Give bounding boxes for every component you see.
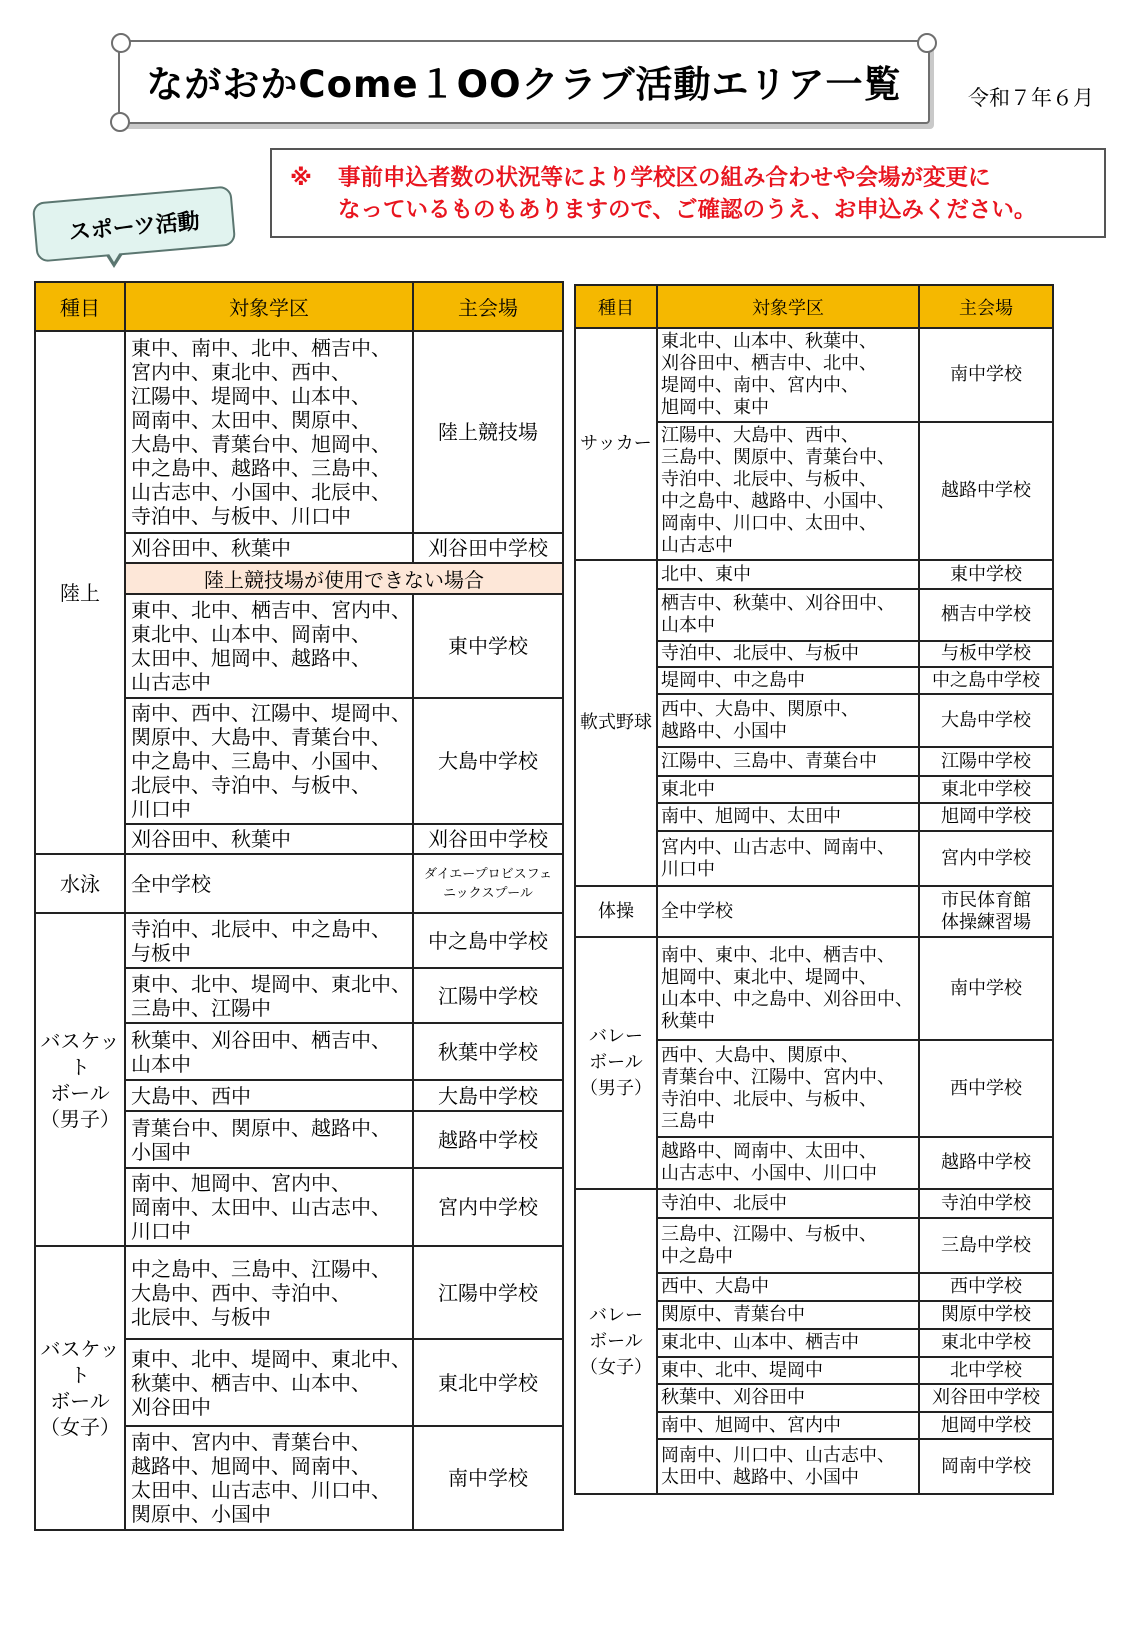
school-list: 宮内中、山古志中、岡南中、 川口中 <box>657 831 919 886</box>
school-list: 栖吉中、秋葉中、刈谷田中、 山本中 <box>657 589 919 641</box>
venue: 江陽中学校 <box>413 968 563 1023</box>
school-list: 南中、東中、北中、栖吉中、 旭岡中、東北中、堤岡中、 山本中、中之島中、刈谷田中、 秋葉中 <box>657 937 919 1040</box>
school-list: 寺泊中、北辰中 <box>657 1189 919 1218</box>
school-list: 北中、東中 <box>657 560 919 589</box>
venue: 東北中学校 <box>919 776 1053 803</box>
category-label: スポーツ活動 <box>67 209 201 246</box>
venue: 西中学校 <box>919 1040 1053 1137</box>
school-list: 大島中、西中 <box>125 1080 413 1111</box>
venue: 北中学校 <box>919 1357 1053 1384</box>
col-header-venue: 主会場 <box>919 285 1053 328</box>
school-list: 東北中、山本中、栖吉中 <box>657 1329 919 1357</box>
left-activity-table <box>34 281 564 1531</box>
venue: 寺泊中学校 <box>919 1189 1053 1218</box>
venue: 陸上競技場 <box>413 331 563 533</box>
school-list: 東中、北中、堤岡中、東北中、 三島中、江陽中 <box>125 968 413 1023</box>
school-list: 青葉台中、関原中、越路中、 小国中 <box>125 1111 413 1168</box>
alternate-venue-header: 陸上競技場が使用できない場合 <box>125 563 563 594</box>
venue: 三島中学校 <box>919 1218 1053 1273</box>
venue: 南中学校 <box>413 1426 563 1530</box>
school-list: 南中、旭岡中、宮内中、 岡南中、太田中、山古志中、 川口中 <box>125 1168 413 1246</box>
event-volleyball-boys: バレー ボール （男子） <box>575 937 657 1189</box>
table-row <box>35 854 563 913</box>
venue: 関原中学校 <box>919 1301 1053 1329</box>
table-row <box>35 1246 563 1339</box>
venue: 江陽中学校 <box>413 1246 563 1339</box>
school-list: 全中学校 <box>657 886 919 937</box>
school-list: 東北中 <box>657 776 919 803</box>
table-row <box>35 331 563 533</box>
school-list: 寺泊中、北辰中、中之島中、 与板中 <box>125 913 413 968</box>
notice-line-1: 事前申込者数の状況等により学校区の組み合わせや会場が変更に <box>338 165 991 191</box>
school-list: 東中、北中、堤岡中 <box>657 1357 919 1384</box>
notice-line-2: なっているものもありますので、ご確認のうえ、お申込みください。 <box>338 197 1037 223</box>
school-list: 西中、大島中 <box>657 1273 919 1301</box>
school-list: 寺泊中、北辰中、与板中 <box>657 641 919 667</box>
event-swimming: 水泳 <box>35 854 125 913</box>
school-list: 南中、宮内中、青葉台中、 越路中、旭岡中、岡南中、 太田中、山古志中、川口中、 関原中、小国中 <box>125 1426 413 1530</box>
venue: 中之島中学校 <box>919 667 1053 694</box>
school-list: 東中、南中、北中、栖吉中、 宮内中、東北中、西中、 江陽中、堤岡中、山本中、 岡南中、太田中、関原中、 大島中、青葉台中、旭岡中、 中之島中、越路中、三島中、 山古志中、小国中、北辰中、 寺泊中、与板中、川口中 <box>125 331 413 533</box>
school-list: 東北中、山本中、秋葉中、 刈谷田中、栖吉中、北中、 堤岡中、南中、宮内中、 旭岡中、東中 <box>657 328 919 422</box>
title-banner <box>118 40 930 124</box>
venue: 旭岡中学校 <box>919 1412 1053 1439</box>
venue: 東北中学校 <box>413 1339 563 1426</box>
school-list: 南中、旭岡中、太田中 <box>657 803 919 831</box>
venue: 宮内中学校 <box>919 831 1053 886</box>
school-list: 南中、西中、江陽中、堤岡中、 関原中、大島中、青葉台中、 中之島中、三島中、小国中、 北辰中、寺泊中、与板中、 川口中 <box>125 698 413 824</box>
venue: ダイエープロビスフェ ニックスプール <box>413 854 563 913</box>
school-list: 関原中、青葉台中 <box>657 1301 919 1329</box>
school-list: 秋葉中、刈谷田中、栖吉中、 山本中 <box>125 1023 413 1080</box>
event-baseball: 軟式野球 <box>575 560 657 886</box>
school-list: 堤岡中、中之島中 <box>657 667 919 694</box>
venue: 栖吉中学校 <box>919 589 1053 641</box>
venue: 中之島中学校 <box>413 913 563 968</box>
venue: 宮内中学校 <box>413 1168 563 1246</box>
school-list: 岡南中、川口中、山古志中、 太田中、越路中、小国中 <box>657 1439 919 1494</box>
event-athletics: 陸上 <box>35 331 125 854</box>
venue: 江陽中学校 <box>919 747 1053 776</box>
event-volleyball-girls: バレー ボール （女子） <box>575 1189 657 1494</box>
venue: 旭岡中学校 <box>919 803 1053 831</box>
school-list: 江陽中、三島中、青葉台中 <box>657 747 919 776</box>
event-basketball-girls: バスケット ボール （女子） <box>35 1246 125 1530</box>
col-header-event: 種目 <box>575 285 657 328</box>
event-soccer: サッカー <box>575 328 657 560</box>
table-row <box>575 886 1053 937</box>
school-list: 刈谷田中、秋葉中 <box>125 533 413 563</box>
col-header-schools: 対象学区 <box>125 282 413 331</box>
speech-bubble-tail-fill <box>103 244 125 262</box>
table-row <box>575 560 1053 589</box>
table-row <box>575 1189 1053 1218</box>
school-list: 東中、北中、栖吉中、宮内中、 東北中、山本中、岡南中、 太田中、旭岡中、越路中、 山古志中 <box>125 594 413 698</box>
school-list: 全中学校 <box>125 854 413 913</box>
scroll-curl-decoration <box>110 112 130 132</box>
category-bubble <box>32 185 236 262</box>
table-row <box>575 937 1053 1040</box>
school-list: 南中、旭岡中、宮内中 <box>657 1412 919 1439</box>
venue: 刈谷田中学校 <box>413 824 563 854</box>
notice-mark: ※ <box>290 165 312 191</box>
venue: 南中学校 <box>919 937 1053 1040</box>
venue: 南中学校 <box>919 328 1053 422</box>
school-list: 越路中、岡南中、太田中、 山古志中、小国中、川口中 <box>657 1137 919 1189</box>
venue: 大島中学校 <box>919 694 1053 747</box>
venue: 東中学校 <box>413 594 563 698</box>
page-title: ながおかCome１OOクラブ活動エリア一覧 <box>146 63 902 106</box>
school-list: 中之島中、三島中、江陽中、 大島中、西中、寺泊中、 北辰中、与板中 <box>125 1246 413 1339</box>
notice-box <box>270 148 1106 238</box>
venue: 大島中学校 <box>413 698 563 824</box>
venue: 秋葉中学校 <box>413 1023 563 1080</box>
table-row <box>35 913 563 968</box>
event-basketball-boys: バスケット ボール （男子） <box>35 913 125 1246</box>
venue: 市民体育館 体操練習場 <box>919 886 1053 937</box>
col-header-schools: 対象学区 <box>657 285 919 328</box>
venue: 刈谷田中学校 <box>413 533 563 563</box>
venue: 大島中学校 <box>413 1080 563 1111</box>
venue: 岡南中学校 <box>919 1439 1053 1494</box>
col-header-event: 種目 <box>35 282 125 331</box>
venue: 西中学校 <box>919 1273 1053 1301</box>
venue: 刈谷田中学校 <box>919 1384 1053 1412</box>
issue-date: 令和７年６月 <box>968 86 1094 110</box>
school-list: 東中、北中、堤岡中、東北中、 秋葉中、栖吉中、山本中、 刈谷田中 <box>125 1339 413 1426</box>
table-header-row <box>35 282 563 331</box>
col-header-venue: 主会場 <box>413 282 563 331</box>
event-gymnastics: 体操 <box>575 886 657 937</box>
table-row <box>575 328 1053 422</box>
school-list: 江陽中、大島中、西中、 三島中、関原中、青葉台中、 寺泊中、北辰中、与板中、 中之島中、越路中、小国中、 岡南中、川口中、太田中、 山古志中 <box>657 422 919 560</box>
school-list: 西中、大島中、関原中、 青葉台中、江陽中、宮内中、 寺泊中、北辰中、与板中、 三島中 <box>657 1040 919 1137</box>
school-list: 秋葉中、刈谷田中 <box>657 1384 919 1412</box>
venue: 越路中学校 <box>919 422 1053 560</box>
right-activity-table <box>574 284 1054 1495</box>
table-header-row <box>575 285 1053 328</box>
school-list: 三島中、江陽中、与板中、 中之島中 <box>657 1218 919 1273</box>
venue: 越路中学校 <box>919 1137 1053 1189</box>
school-list: 刈谷田中、秋葉中 <box>125 824 413 854</box>
venue: 越路中学校 <box>413 1111 563 1168</box>
venue: 与板中学校 <box>919 641 1053 667</box>
venue: 東北中学校 <box>919 1329 1053 1357</box>
venue: 東中学校 <box>919 560 1053 589</box>
school-list: 西中、大島中、関原中、 越路中、小国中 <box>657 694 919 747</box>
